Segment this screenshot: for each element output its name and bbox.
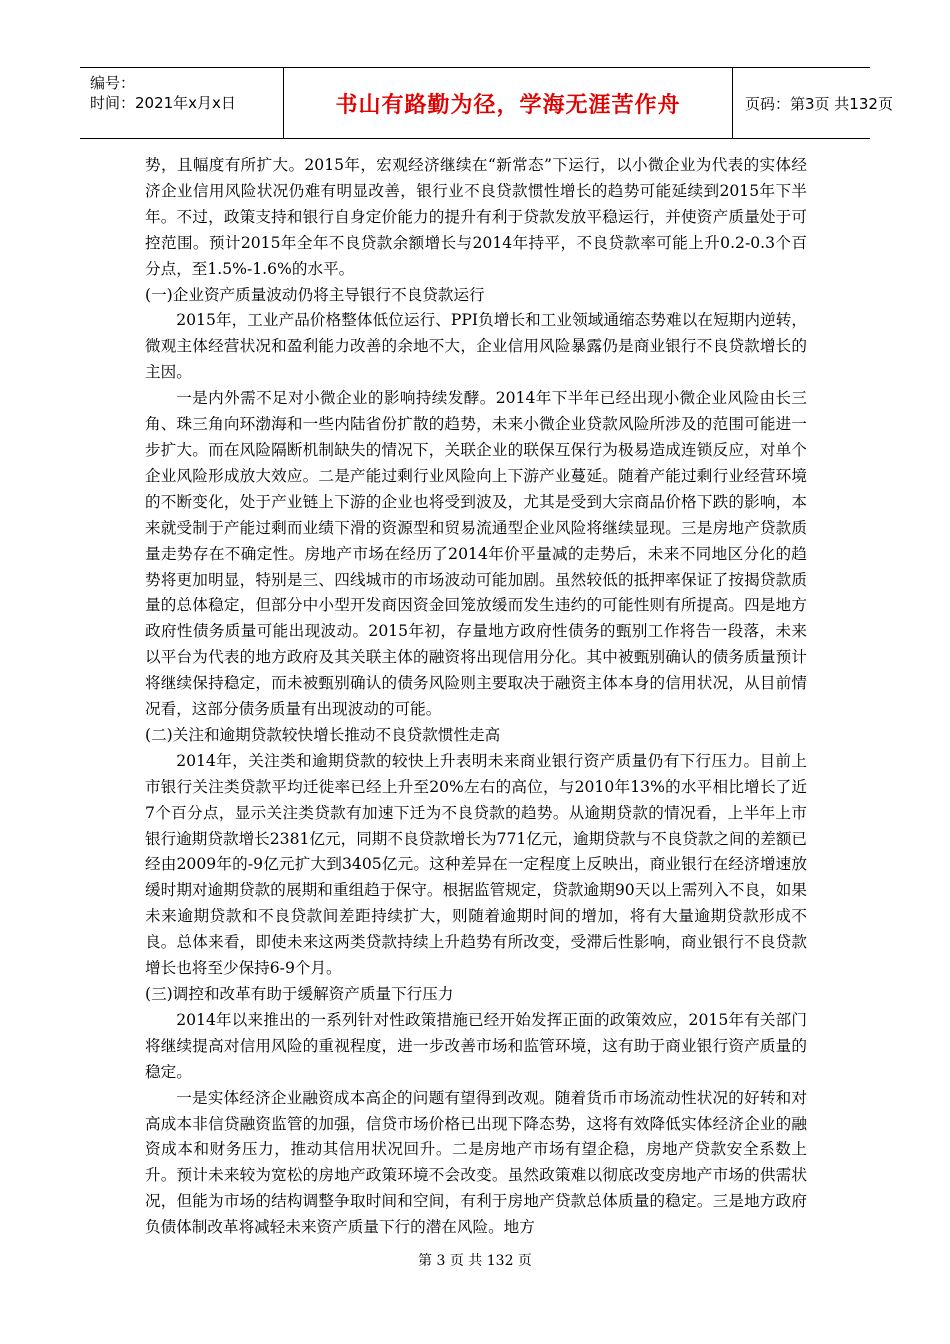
document-date: 时间：2021年x月x日 [90,94,236,112]
paragraph: 2014年以来推出的一系列针对性政策措施已经开始发挥正面的政策效应，2015年有关部门将继续提高对信用风险的重视程度，进一步改善市场和监管环境，这有助于商业银行资产质量的稳定。 [145,1010,807,1081]
header-meta [80,68,284,138]
header-page-info: 页码：第3页 共132页 [745,94,893,113]
paragraph: 一是实体经济企业融资成本高企的问题有望得到改观。随着货币市场流动性状况的好转和对高成本非信贷融资监管的加强，信贷市场价格已出现下降态势，这将有效降低实体经济企业的融资成本和财务压力，推动其信用状况回升。二是房地产市场有望企稳，房地产贷款安全系数上升。预计未来较为宽松的房地产政策环境不会改变。虽然政策难以彻底改变房地产市场的供需状况，但能为市场的结构调整争取时间和空间，有利于房地产贷款总体质量的稳定。三是地方政府负债体制改革将减轻未来资产质量下行的潜在风险。地方 [145,1088,807,1237]
paragraph: 一是内外需不足对小微企业的影响持续发酵。2014年下半年已经出现小微企业风险由长三角、珠三角向环渤海和一些内陆省份扩散的趋势，未来小微企业贷款风险所涉及的范围可能进一步扩大。而在风险隔断机制缺失的情况下，关联企业的联保互保行为极易造成连锁反应，对单个企业风险形成放大效应。二是产能过剩行业风险向上下游产业蔓延。随着产能过剩行业经营环境的不断变化，处于产业链上下游的企业也将受到波及，尤其是受到大宗商品价格下跌的影响，本来就受制于产能过剩而业绩下滑的资源型和贸易流通型企业风险将继续显现。三是房地产贷款质量走势存在不确定性。房地产市场在经历了2014年价平量减的走势后，未来不同地区分化的趋势将更加明显，特别是三、四线城市的市场波动可能加剧。虽然较低的抵押率保证了按揭贷款质量的总体稳定，但部分中小型开发商因资金回笼放缓而发生违约的可能性则有所提高。四是地方政府性债务质量可能出现波动。2015年初，存量地方政府性债务的甄别工作将告一段落，未来以平台为代表的地方政府及其关联主体的融资将出现信用分化。其中被甄别确认的债务质量预计将继续保持稳定，而未被甄别确认的债务风险则主要取决于融资主体本身的信用状况，从目前情况看，这部分债务质量有出现波动的可能。 [145,389,807,719]
header-motto: 书山有路勤为径，学海无涯苦作舟 [335,92,681,118]
page-footer: 第 3 页 共 132 页 [418,1253,532,1269]
document-number-label: 编号： [90,74,136,92]
section-heading: (三)调控和改革有助于缓解资产质量下行压力 [145,985,454,1003]
paragraph: 2015年，工业产品价格整体低位运行、PPI负增长和工业领域通缩态势难以在短期内逆转，微观主体经营状况和盈利能力改善的余地不大，企业信用风险暴露仍是商业银行不良贷款增长的主因。 [145,311,807,382]
page-header [80,67,893,139]
paragraph: 2014年，关注类和逾期贷款的较快上升表明未来商业银行资产质量仍有下行压力。目前上市银行关注类贷款平均迁徙率已经上升至20%左右的高位，与2010年13%的水平相比增长了近7个百分点，显示关注类贷款有加速下迁为不良贷款的趋势。从逾期贷款的情况看，上半年上市银行逾期贷款增长2381亿元，同期不良贷款增长为771亿元，逾期贷款与不良贷款之间的差额已经由2009年的-9亿元扩大到3405亿元。这种差异在一定程度上反映出，商业银行在经济增速放缓时期对逾期贷款的展期和重组趋于保守。根据监管规定，贷款逾期90天以上需列入不良，如果未来逾期贷款和不良贷款间差距持续扩大，则随着逾期时间的增加，将有大量逾期贷款形成不良。总体来看，即使未来这两类贷款持续上升趋势有所改变，受滞后性影响，商业银行不良贷款增长也将至少保持6-9个月。 [145,751,808,978]
section-heading: (二)关注和逾期贷款较快增长推动不良贷款惯性走高 [145,725,501,744]
section-heading: (一)企业资产质量波动仍将主导银行不良贷款运行 [145,285,485,304]
header-page-cell [733,68,893,138]
document-body [145,153,807,1241]
header-motto-cell [284,68,733,138]
paragraph: 势，且幅度有所扩大。2015年，宏观经济继续在“新常态”下运行，以小微企业为代表的实体经济企业信用风险状况仍难有明显改善，银行业不良贷款惯性增长的趋势可能延续到2015年下半年。不过，政策支持和银行自身定价能力的提升有利于贷款发放平稳运行，并使资产质量处于可控范围。预计2015年全年不良贷款余额增长与2014年持平，不良贷款率可能上升0.2-0.3个百分点，至1.5%-1.6%的水平。 [145,156,807,278]
